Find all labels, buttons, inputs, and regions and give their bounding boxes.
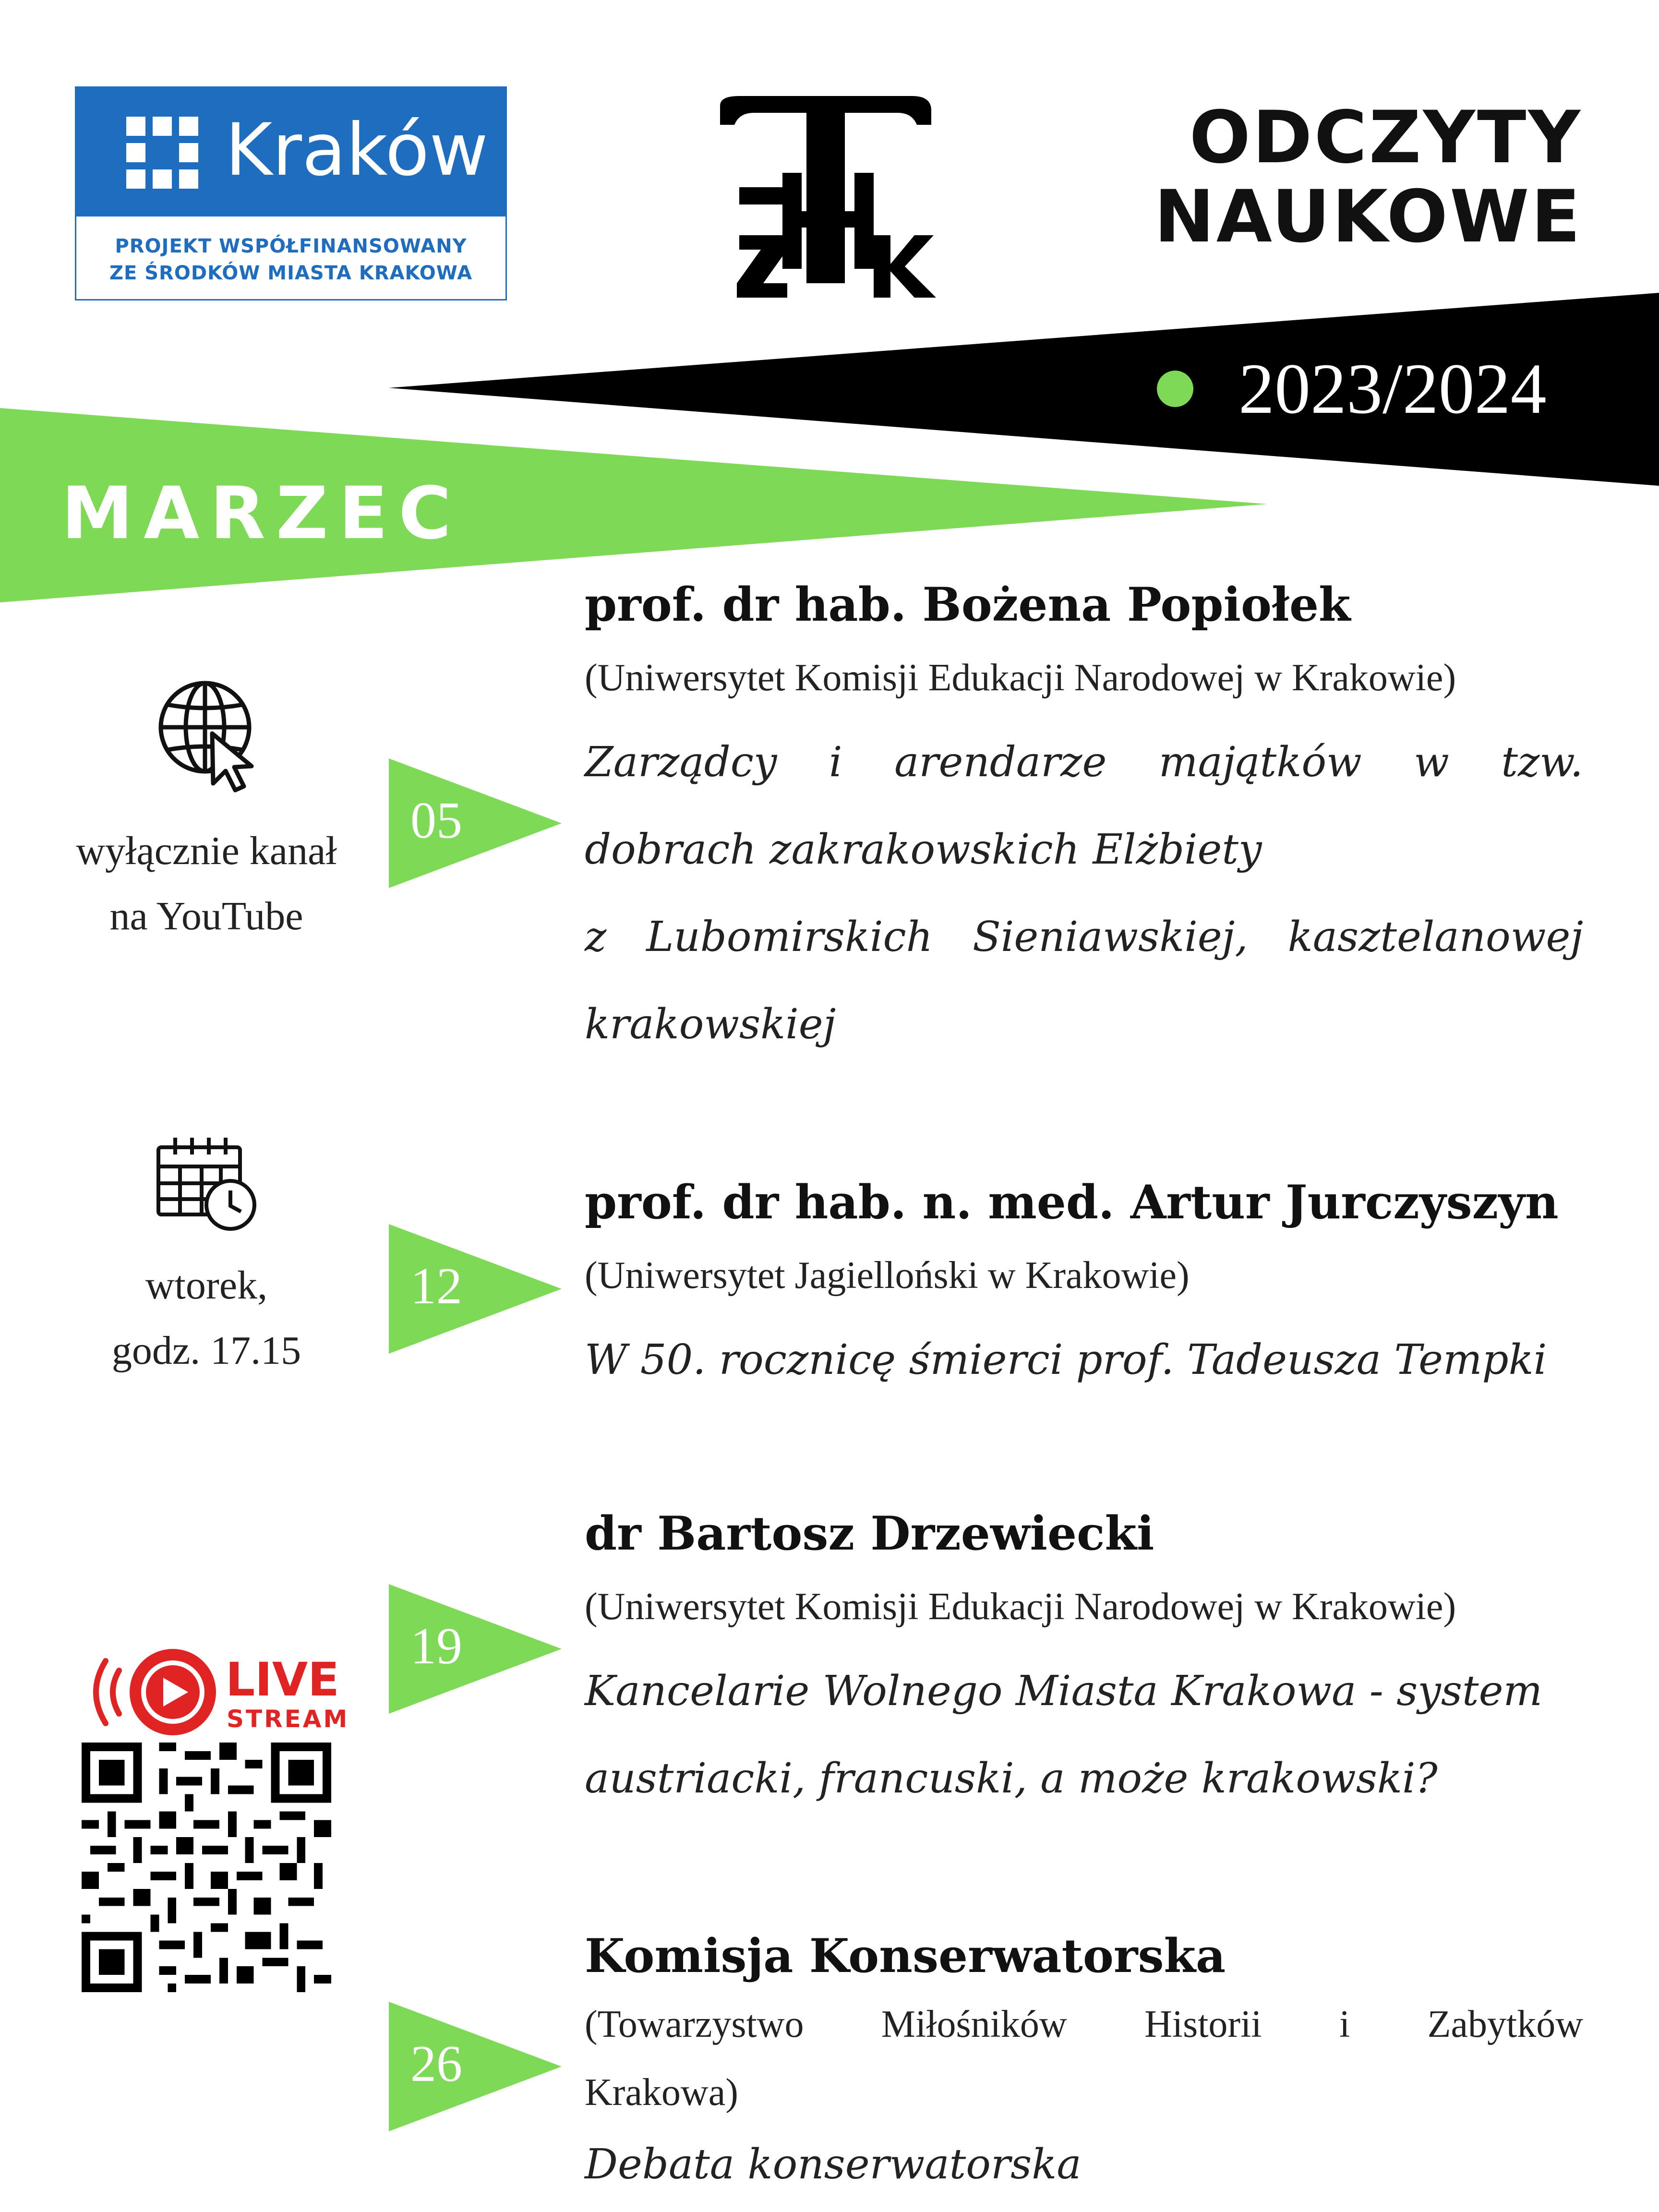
bullet-dot xyxy=(1157,371,1193,407)
channel-note xyxy=(14,818,398,949)
society-monogram-logo xyxy=(710,91,941,302)
lecture-topic-line: austriacki, francuski, a może krakowski? xyxy=(585,1755,1438,1803)
speaker-affiliation: Krakowa) xyxy=(585,2071,738,2114)
schedule-note-line-2: godz. 17.15 xyxy=(111,1328,301,1373)
date-day: 26 xyxy=(410,2035,462,2092)
lecture-topic-line: W 50. rocznicę śmierci prof. Tadeusza Tempki xyxy=(585,1336,1547,1384)
speaker-name: Komisja Konserwatorska xyxy=(585,1929,1226,1983)
speaker-affiliation: (Towarzystwo Miłośników Historii i Zabytków xyxy=(585,2003,1583,2045)
channel-note-line-2: na YouTube xyxy=(109,894,303,938)
date-day: 19 xyxy=(410,1618,462,1675)
date-day: 05 xyxy=(410,792,462,849)
live-label: LIVE xyxy=(226,1653,339,1707)
lecture-topic-line: Debata konserwatorska xyxy=(585,2140,1082,2188)
lecture-entry xyxy=(585,1925,1583,2205)
cofinancing-note xyxy=(76,233,505,287)
lecture-entry xyxy=(585,1503,1583,1822)
lecture-topic-line: z Lubomirskich Sieniawskiej, kasztelanowej xyxy=(585,913,1583,961)
season-label: 2023/2024 xyxy=(1238,349,1547,429)
schedule-note xyxy=(14,1253,398,1383)
date-marker xyxy=(389,758,562,888)
stream-label: STREAM xyxy=(227,1705,349,1733)
lecture-entry xyxy=(585,1171,1583,1404)
month-label: MARZEC xyxy=(61,472,462,555)
schedule-note-line-1: wtorek, xyxy=(145,1263,268,1308)
date-marker xyxy=(389,2002,562,2131)
cofinancing-line-2: ZE ŚRODKÓW MIASTA KRAKOWA xyxy=(109,262,473,284)
speaker-name: prof. dr hab. Bożena Popiołek xyxy=(585,577,1351,632)
lecture-topic-line: Kancelarie Wolnego Miasta Krakowa - system xyxy=(585,1667,1543,1715)
krakow-wordmark: Kraków xyxy=(225,108,488,192)
live-stream-icon xyxy=(82,1642,349,1747)
lecture-topic-line: krakowskiej xyxy=(585,1000,836,1048)
speaker-affiliation: (Uniwersytet Jagielloński w Krakowie) xyxy=(585,1254,1190,1297)
lecture-entry xyxy=(585,574,1583,1068)
cofinancing-line-1: PROJEKT WSPÓŁFINANSOWANY xyxy=(115,235,467,257)
lecture-topic-line: dobrach zakrakowskich Elżbiety xyxy=(585,826,1262,874)
series-title-line-2: NAUKOWE xyxy=(1154,175,1582,259)
krakow-mark-icon xyxy=(126,117,198,189)
date-marker xyxy=(389,1224,562,1354)
speaker-name: dr Bartosz Drzewiecki xyxy=(585,1506,1154,1561)
speaker-affiliation: (Uniwersytet Komisji Edukacji Narodowej w Krakowie) xyxy=(585,657,1456,699)
speaker-affiliation: (Uniwersytet Komisji Edukacji Narodowej w Krakowie) xyxy=(585,1586,1456,1628)
globe-cursor-icon xyxy=(155,677,270,792)
series-title xyxy=(1054,98,1582,257)
date-marker xyxy=(389,1584,562,1714)
lecture-topic-line: Zarządcy i arendarze majątków w tzw. xyxy=(585,738,1583,786)
channel-note-line-1: wyłącznie kanał xyxy=(76,829,337,873)
qr-code[interactable] xyxy=(82,1743,331,1992)
speaker-name: prof. dr hab. n. med. Artur Jurczyszyn xyxy=(585,1175,1559,1229)
calendar-clock-icon xyxy=(154,1133,259,1234)
date-day: 12 xyxy=(410,1258,462,1315)
krakow-logo xyxy=(75,86,507,301)
series-title-line-1: ODCZYTY xyxy=(1189,96,1582,180)
